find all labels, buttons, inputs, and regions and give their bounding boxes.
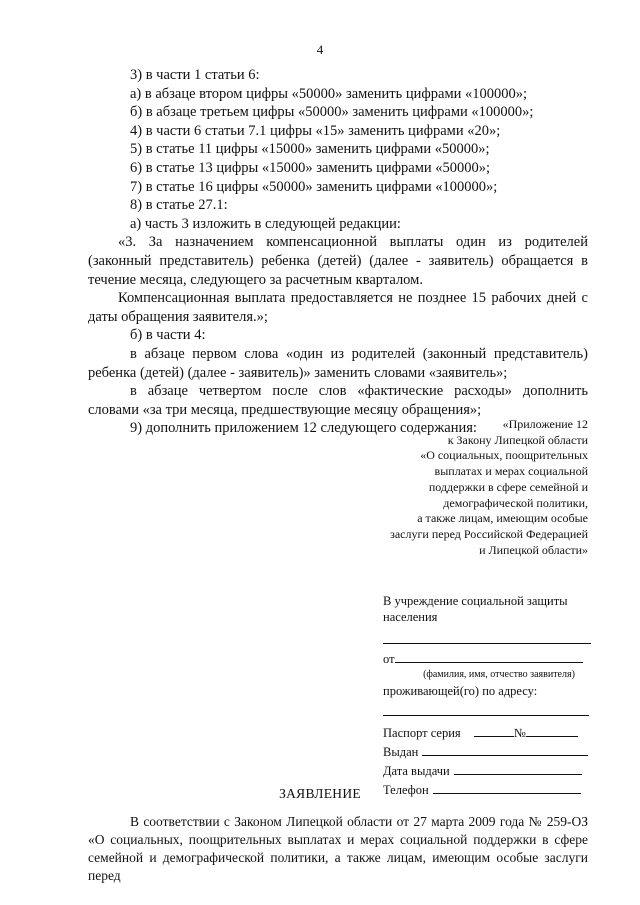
from-row [383,650,599,667]
appendix-line: «Приложение 12 [502,417,588,431]
issued-by-field[interactable] [422,743,588,756]
appendix-line: заслуги перед Российской Федерацией [390,526,588,541]
amendment-item: б) в части 4: [130,327,206,344]
issued-row [383,743,599,760]
applicant-name-field[interactable] [395,650,583,663]
amendment-item: а) часть 3 изложить в следующей редакции: [130,215,401,232]
amendment-item: 4) в части 6 статьи 7.1 цифры «15» заменить цифрами «20»; [130,122,501,139]
passport-label: Паспорт серия [383,726,461,740]
amendment-item: 7) в статье 16 цифры «50000» заменить цифрами «100000»; [130,178,498,195]
amendment-item: 9) дополнить приложением 12 следующего содержания: [130,420,477,437]
appendix-line: и Липецкой области» [479,542,588,557]
issue-date-label: Дата выдачи [383,764,450,778]
issue-date-field[interactable] [454,762,582,775]
quoted-paragraph: Компенсационная выплата предоставляется не позднее 15 рабочих дней с даты обращения заявителя.»; [88,290,588,325]
amendment-item: 5) в статье 11 цифры «15000» заменить цифрами «50000»; [130,141,490,158]
address-field[interactable] [383,703,589,716]
address-row [383,703,599,720]
appendix-header [380,417,588,558]
from-label: от [383,652,395,666]
amendments-body [88,66,588,438]
blank-line[interactable] [383,631,591,644]
passport-row [383,724,599,741]
passport-series-field[interactable] [474,724,514,737]
passport-number-field[interactable] [526,724,578,737]
name-caption: (фамилия, имя, отчество заявителя) [423,669,575,680]
residing-label: проживающей(го) по адресу: [383,684,538,698]
page-number: 4 [316,42,324,57]
appendix-line: а также лицам, имеющим особые [417,511,588,526]
quoted-paragraph: «3. За назначением компенсационной выплаты один из родителей (законный представитель) ребенка (детей) (далее - заявитель) обращается в течение месяца, следующего за расчетным кварталом. [88,234,588,288]
amendment-item: 8) в статье 27.1: [130,197,228,214]
number-sign: № [513,726,526,740]
addressee-line: населения [383,610,438,624]
appendix-line: «О социальных, поощрительных [420,448,588,463]
addressee-line: В учреждение социальной защиты [383,594,568,608]
amendment-item: 6) в статье 13 цифры «15000» заменить цифрами «50000»; [130,159,491,176]
phone-label: Телефон [383,783,429,797]
appendix-line: к Закону Липецкой области [447,432,588,447]
appendix-line: выплатах и мерах социальной [434,464,588,479]
application-form-header [383,593,599,798]
amendment-item: 3) в части 1 статьи 6: [130,67,260,83]
appendix-line: демографической политики, [443,495,588,510]
amendment-item: б) в абзаце третьем цифры «50000» заменить цифрами «100000»; [130,104,534,121]
appendix-line: поддержки в сфере семейной и [428,479,588,494]
blank-line-row [383,631,599,648]
amendment-paragraph: в абзаце четвертом после слов «фактические расходы» дополнить словами «за три месяца, предшествующие месяцу обращения»; [88,383,588,418]
statement-title: ЗАЯВЛЕНИЕ [279,786,361,801]
amendment-item: а) в абзаце втором цифры «50000» заменить цифрами «100000»; [130,85,528,102]
closing-paragraph: В соответствии с Законом Липецкой области от 27 марта 2009 года № 259-ОЗ «О социальных, поощрительных выплатах и мерах социальной поддержки в сфере семейной и демографической политики, а также лицам, имеющим особые заслуги перед [88,814,588,883]
amendment-paragraph: в абзаце первом слова «один из родителей (законный представитель) ребенка (детей) (далее - заявитель)» заменить словами «заявитель»; [88,345,588,381]
issue-date-row [383,762,599,779]
issued-label: Выдан [383,745,419,759]
